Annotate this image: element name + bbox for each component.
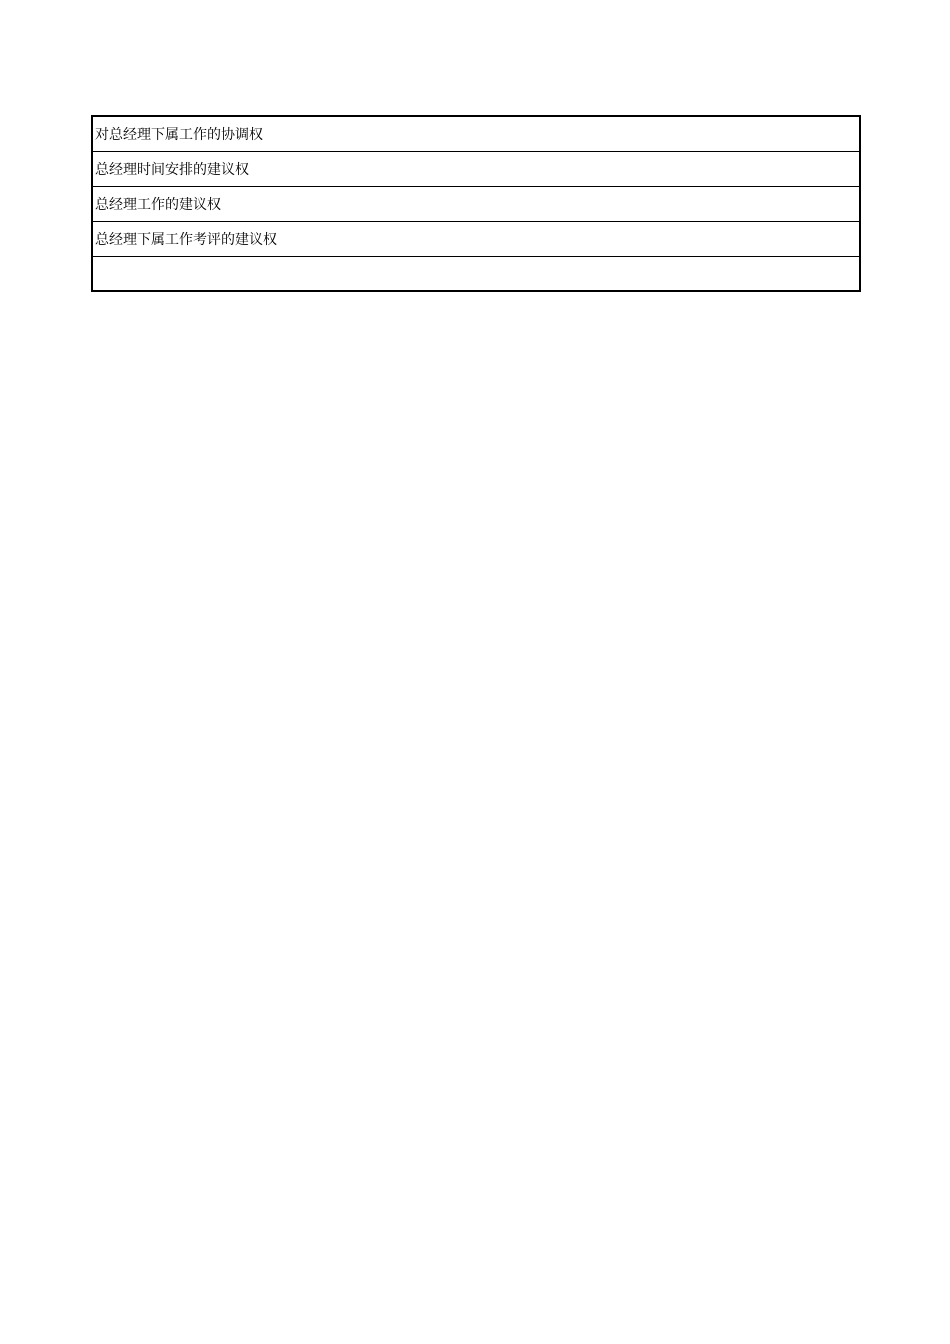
authority-text: 对总经理下属工作的协调权 — [92, 116, 860, 151]
authority-row — [92, 221, 860, 256]
authority-text — [92, 256, 860, 291]
authority-row — [92, 186, 860, 221]
authority-row — [92, 151, 860, 186]
authority-row — [92, 116, 860, 151]
authority-row-empty — [92, 256, 860, 291]
authority-text: 总经理时间安排的建议权 — [92, 151, 860, 186]
job-description-table — [91, 115, 861, 292]
authority-text: 总经理工作的建议权 — [92, 186, 860, 221]
job-description-document — [91, 115, 859, 292]
authority-text: 总经理下属工作考评的建议权 — [92, 221, 860, 256]
